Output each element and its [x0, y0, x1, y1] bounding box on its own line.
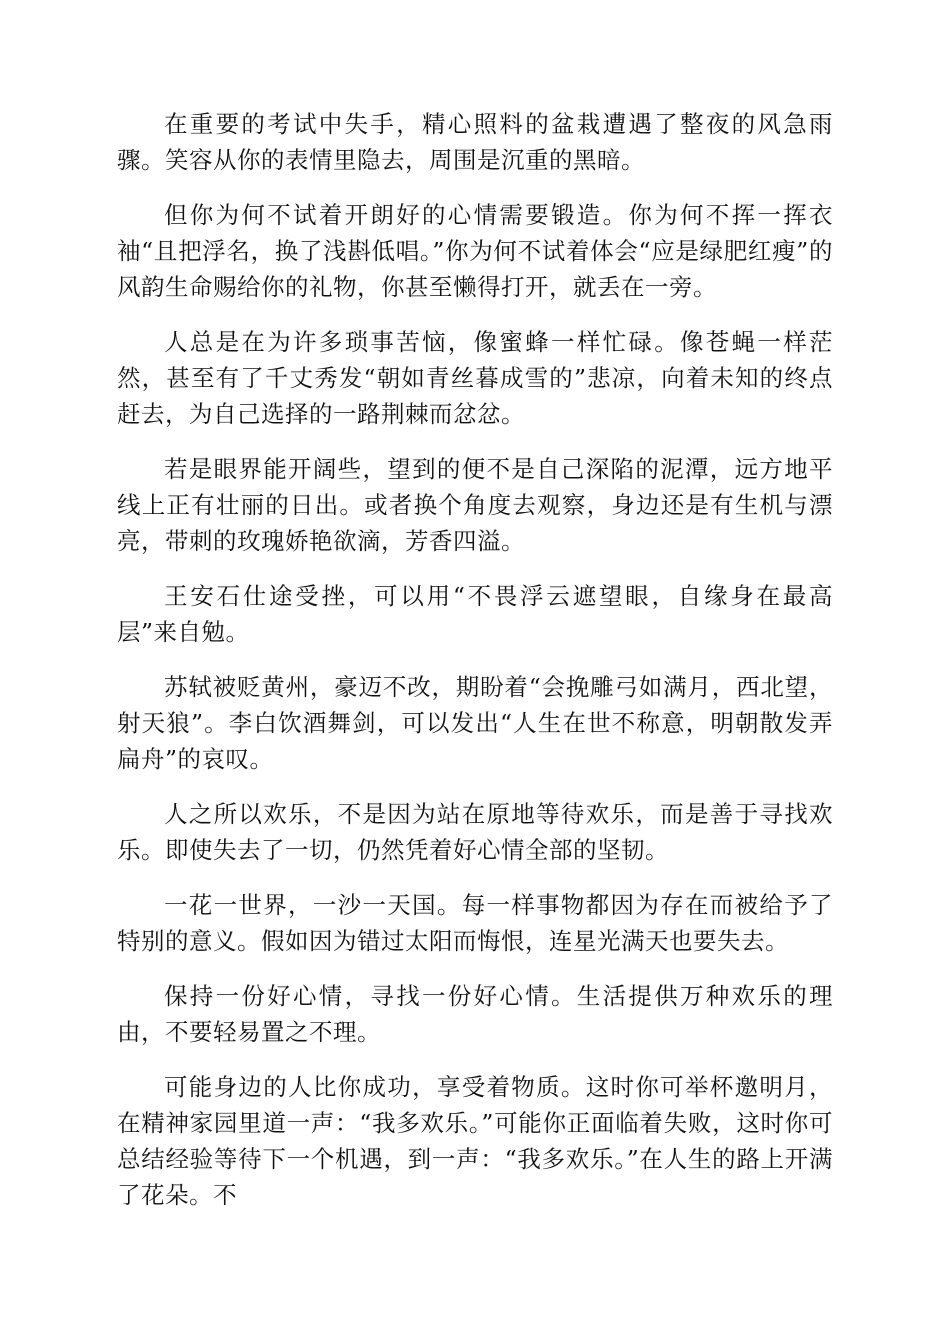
paragraph-5: 王安石仕途受挫，可以用“不畏浮云遮望眼，自缘身在最高层”来自勉。 — [117, 582, 833, 646]
paragraph-10: 可能身边的人比你成功，享受着物质。这时你可举杯邀明月，在精神家园里道一声：“我多欢乐。”可能你正面临着失败，这时你可总结经验等待下一个机遇，到一声：“我多欢乐。”在人生的路上开满了花朵。不 — [117, 1073, 833, 1209]
paragraph-9: 保持一份好心情，寻找一份好心情。生活提供万种欢乐的理由，不要轻易置之不理。 — [117, 982, 833, 1046]
paragraph-6: 苏轼被贬黄州，豪迈不改，期盼着“会挽雕弓如满月，西北望，射天狼”。李白饮酒舞剑，可以发出“人生在世不称意，明朝散发弄扁舟”的哀叹。 — [117, 673, 833, 773]
paragraph-4: 若是眼界能开阔些，望到的便不是自己深陷的泥潭，远方地平线上正有壮丽的日出。或者换个角度去观察，身边还是有生机与漂亮，带刺的玫瑰娇艳欲滴，芳香四溢。 — [117, 455, 833, 555]
paragraph-2: 但你为何不试着开朗好的心情需要锻造。你为何不挥一挥衣袖“且把浮名，换了浅斟低唱。”你为何不试着体会“应是绿肥红瘦”的风韵生命赐给你的礼物，你甚至懒得打开，就丢在一旁。 — [117, 201, 833, 301]
document-body — [117, 106, 833, 1232]
paragraph-8: 一花一世界，一沙一天国。每一样事物都因为存在而被给予了特别的意义。假如因为错过太阳而悔恨，连星光满天也要失去。 — [117, 891, 833, 955]
paragraph-7: 人之所以欢乐，不是因为站在原地等待欢乐，而是善于寻找欢乐。即使失去了一切，仍然凭着好心情全部的坚韧。 — [117, 800, 833, 864]
paragraph-1: 在重要的考试中失手，精心照料的盆栽遭遇了整夜的风急雨骤。笑容从你的表情里隐去，周围是沉重的黑暗。 — [117, 110, 833, 174]
paragraph-3: 人总是在为许多琐事苦恼，像蜜蜂一样忙碌。像苍蝇一样茫然，甚至有了千丈秀发“朝如青丝暮成雪的”悲凉，向着未知的终点赶去，为自己选择的一路荆棘而忿忿。 — [117, 328, 833, 428]
